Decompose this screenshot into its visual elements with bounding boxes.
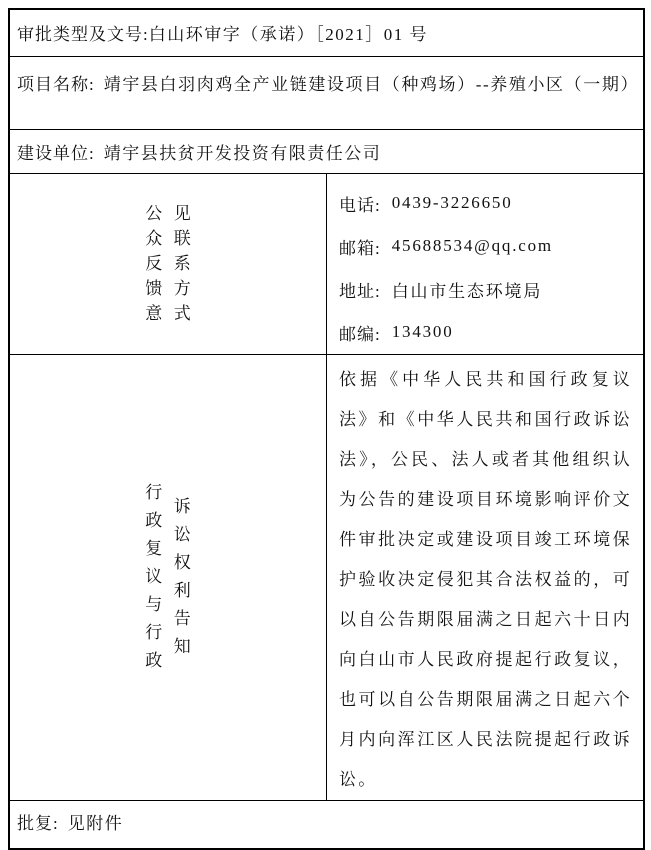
- feedback-contact-label-col1: 公众反馈意: [145, 204, 163, 323]
- contact-zipcode-label: 邮编:: [339, 324, 381, 344]
- contact-address-line: [339, 268, 633, 311]
- rights-notice-label-col1: 行政复议与行政: [145, 483, 163, 670]
- row-project-name: [9, 56, 644, 129]
- rights-notice-label-cell: [9, 354, 327, 800]
- rights-notice-text: 依据《中华人民共和国行政复议法》和《中华人民共和国行政诉讼法》，公民、法人或者其他组织认为公告的建设项目环境影响评价文件审批决定或建设项目竣工环境保护验收决定侵犯其合法权益的，可以自公告期限届满之日起六十日内向白山市人民政府提起行政复议，也可以自公告期限届满之日起六个月内向浑江区人民法院提起行政诉讼。: [339, 369, 632, 789]
- row-construction-unit: [9, 129, 644, 173]
- construction-unit-cell: [9, 129, 644, 173]
- contact-email-label: 邮箱:: [339, 238, 381, 258]
- feedback-contact-cell: [327, 173, 645, 354]
- approval-type-label: 审批类型及文号:: [17, 25, 149, 45]
- contact-zipcode-line: [339, 311, 633, 354]
- feedback-contact-label-col2: 见联系方式: [173, 204, 191, 323]
- row-reply: [9, 800, 644, 849]
- reply-label: 批复:: [17, 813, 59, 833]
- construction-unit-value: 靖宇县扶贫开发投资有限责任公司: [103, 143, 382, 163]
- row-feedback-contact: [9, 173, 644, 354]
- reply-cell: [9, 800, 644, 849]
- contact-email-value: 45688534@qq.com: [391, 236, 553, 255]
- rights-notice-label-col2: 诉讼权利告知: [173, 497, 191, 656]
- reply-value: 见附件: [67, 813, 124, 833]
- approval-type-cell: [9, 9, 644, 56]
- approval-type-value: 白山环审字（承诺）［2021］01 号: [148, 25, 428, 45]
- contact-address-label: 地址:: [339, 281, 381, 301]
- construction-unit-label: 建设单位:: [17, 143, 95, 163]
- contact-phone-line: [339, 182, 633, 225]
- contact-zipcode-value: 134300: [391, 322, 454, 341]
- contact-address-value: 白山市生态环境局: [391, 281, 543, 301]
- feedback-contact-label-cell: [9, 173, 327, 354]
- project-name-cell: [9, 56, 644, 129]
- rights-notice-cell: [327, 354, 645, 800]
- contact-phone-label: 电话:: [339, 195, 381, 215]
- project-name-label: 项目名称:: [17, 74, 95, 94]
- row-rights-notice: [9, 354, 644, 800]
- contact-phone-value: 0439-3226650: [391, 193, 513, 212]
- contact-email-line: [339, 225, 633, 268]
- project-name-value: 靖宇县白羽肉鸡全产业链建设项目（种鸡场）--养殖小区（一期）: [103, 74, 640, 94]
- approval-notice-table: [8, 8, 645, 850]
- row-approval-type: [9, 9, 644, 56]
